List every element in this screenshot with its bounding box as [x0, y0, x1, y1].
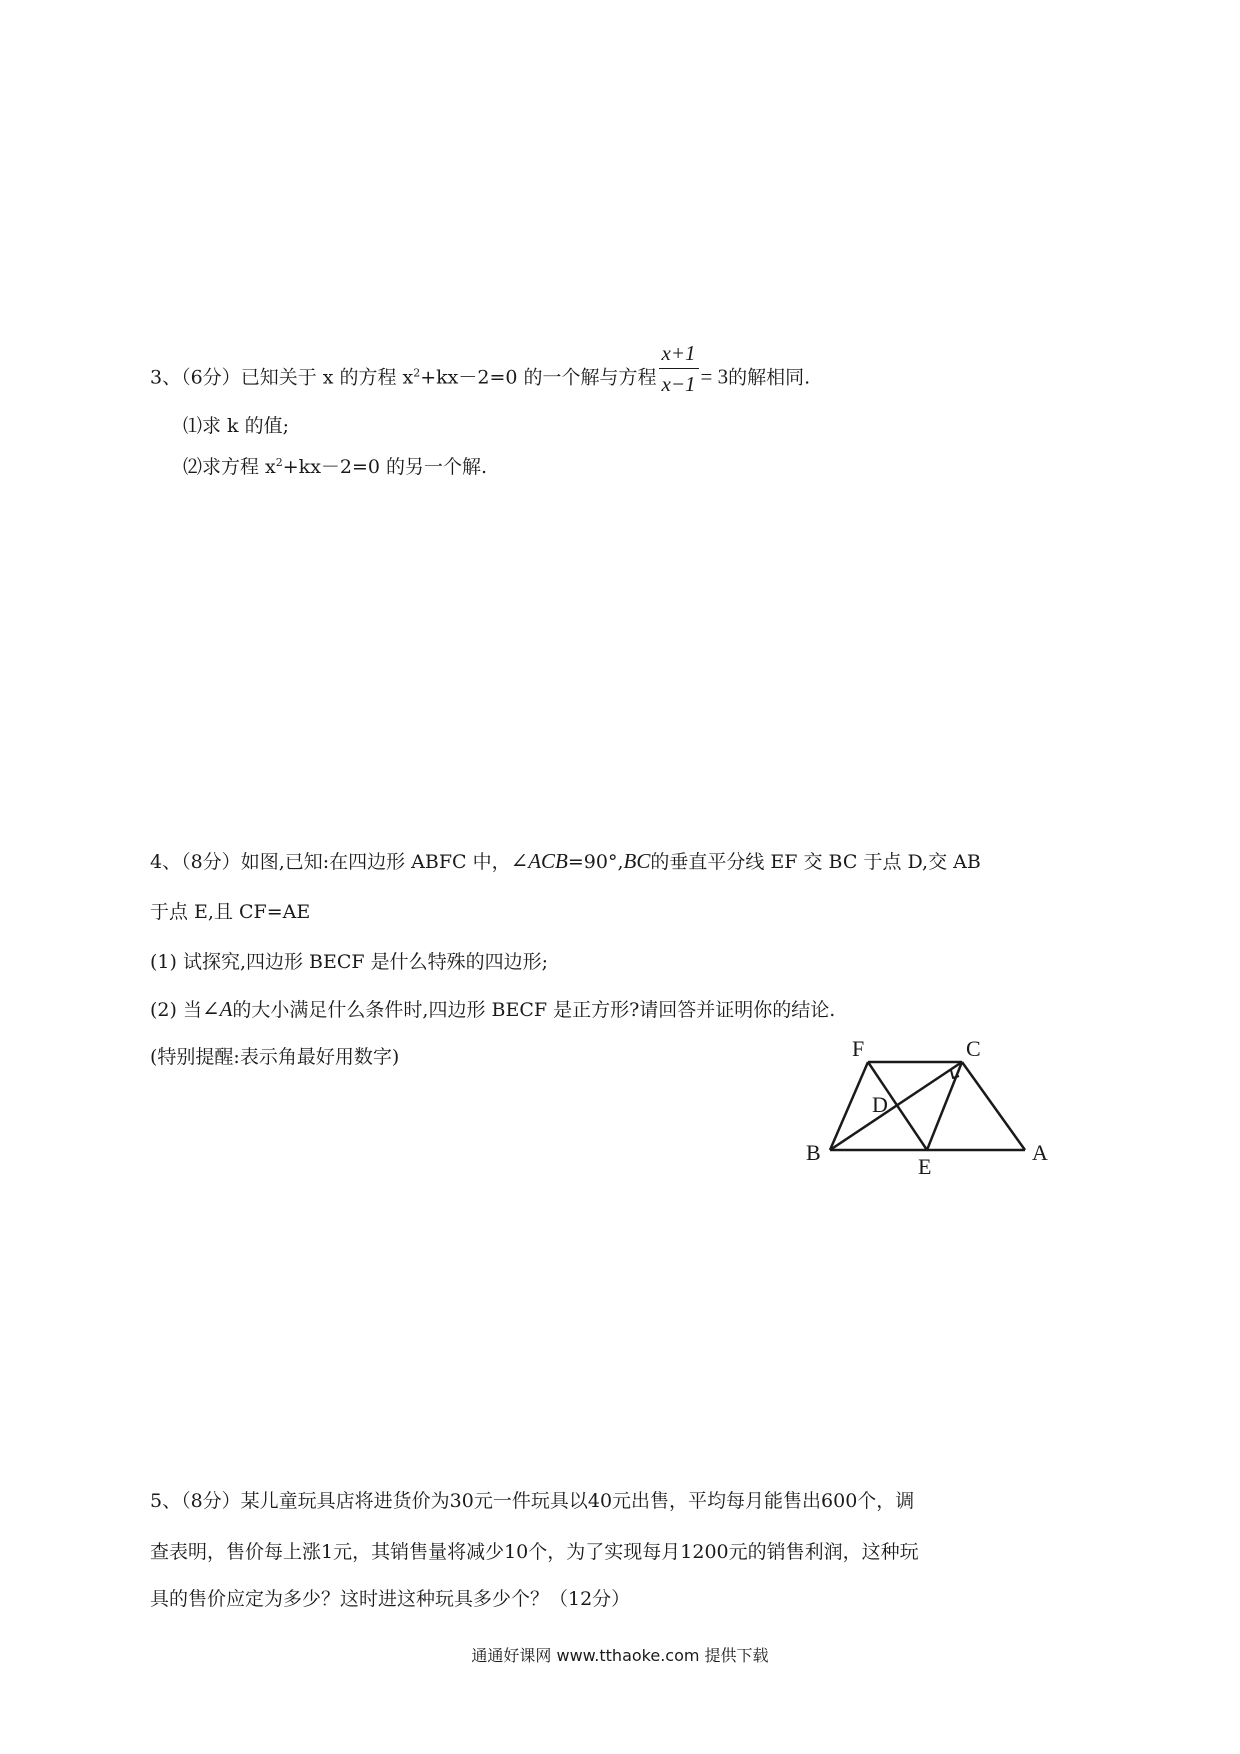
q3-fraction-numerator: x+1 — [659, 338, 699, 369]
label-e: E — [918, 1154, 932, 1179]
segment-ec — [927, 1062, 962, 1150]
q3-rhs: = 3 — [700, 364, 729, 389]
segment-ca — [962, 1062, 1025, 1150]
q3-stem-c: 的解相同. — [728, 366, 811, 389]
q3-stem-a: 已知关于 x 的方程 x — [240, 366, 414, 389]
q3-sub2-exponent: 2 — [275, 456, 283, 469]
label-f: F — [852, 1040, 865, 1061]
q3-stem-b: +kx－2=0 的一个解与方程 — [420, 366, 657, 389]
q4-bc: BC — [623, 849, 651, 873]
label-b: B — [806, 1140, 821, 1165]
q4-stem-line2: 于点 E,且 CF=AE — [150, 901, 311, 923]
q5-line3: 具的售价应定为多少？这时进这种玩具多少个？（12分） — [150, 1588, 631, 1610]
q3-fraction-denominator: x−1 — [661, 372, 696, 396]
q3-stem — [150, 341, 811, 399]
q5-line2: 查表明，售价每上涨1元，其销售量将减少10个，为了实现每月1200元的销售利润，这种玩 — [150, 1541, 919, 1563]
page-footer: 通通好课网 www.tthaoke.com 提供下载 — [471, 1646, 769, 1665]
q4-geometry-figure — [800, 1040, 1070, 1180]
q3-number: 3、 — [150, 366, 182, 389]
q4-stem-c: 的垂直平分线 EF 交 BC 于点 D,交 AB — [650, 851, 981, 873]
q3-sub2-b: +kx－2=0 的另一个解. — [282, 456, 488, 478]
q3-sub2-a: ⑵求方程 x — [183, 456, 276, 478]
q4-stem-b: =90°, — [567, 851, 624, 873]
q4-number: 4、 — [150, 851, 182, 873]
q4-sub2-a: (2) 当 — [150, 999, 202, 1021]
q4-score: （8分） — [181, 851, 241, 873]
q3-sub2 — [183, 455, 487, 479]
q4-sub2 — [150, 997, 835, 1022]
q4-angle-a: ∠A — [201, 997, 233, 1021]
q3-fraction — [659, 338, 699, 399]
q4-stem-a: 如图,已知:在四边形 ABFC 中， — [240, 851, 511, 873]
label-a: A — [1032, 1140, 1048, 1165]
label-d: D — [872, 1092, 888, 1117]
q4-stem-line1 — [150, 849, 981, 874]
q3-sub1: ⑴求 k 的值; — [183, 415, 289, 437]
q3-exponent: 2 — [413, 366, 421, 380]
q4-angle-acb: ∠ACB — [510, 849, 568, 873]
q3-score: （6分） — [181, 366, 241, 389]
q4-sub1: (1) 试探究,四边形 BECF 是什么特殊的四边形; — [150, 951, 549, 973]
label-c: C — [966, 1040, 981, 1061]
q5-line1: 5、（8分）某儿童玩具店将进货价为30元一件玩具以40元出售，平均每月能售出600个，调 — [150, 1490, 915, 1512]
q4-sub2-b: 的大小满足什么条件时,四边形 BECF 是正方形?请回答并证明你的结论. — [232, 999, 836, 1021]
q4-note: (特别提醒:表示角最好用数字) — [150, 1046, 400, 1068]
